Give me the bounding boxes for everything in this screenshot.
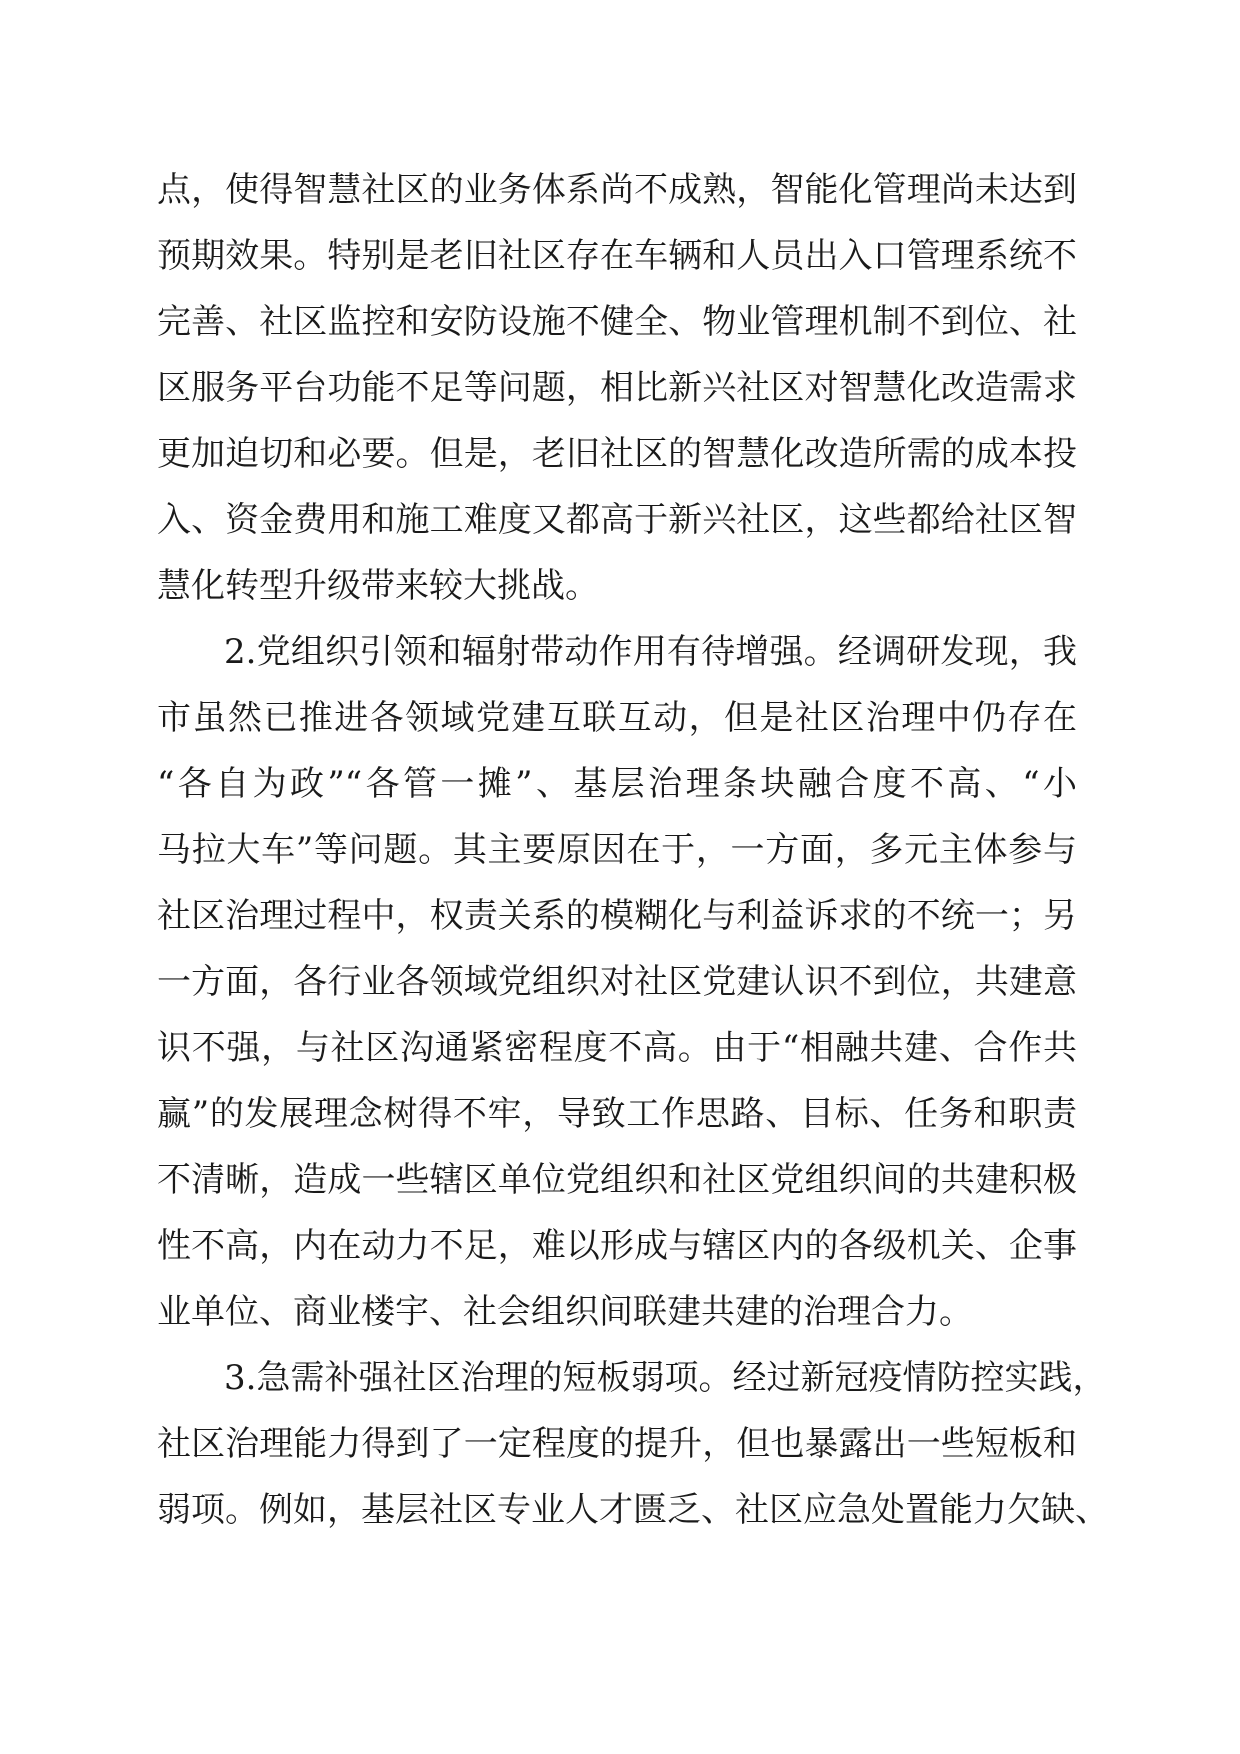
paragraph-3-heading-line: 3.急需补强社区治理的短板弱项。经过新冠疫情防控实践， xyxy=(224,1358,1107,1398)
text-line: 马拉大车”等问题。其主要原因在于，一方面，多元主体参与 xyxy=(157,830,1077,870)
text-line: 入、资金费用和施工难度又都高于新兴社区，这些都给社区智 xyxy=(157,500,1077,540)
text-line: 赢”的发展理念树得不牢，导致工作思路、目标、任务和职责 xyxy=(157,1094,1077,1134)
text-line: 区服务平台功能不足等问题，相比新兴社区对智慧化改造需求 xyxy=(157,368,1077,408)
text-line: 识不强，与社区沟通紧密程度不高。由于“相融共建、合作共 xyxy=(157,1028,1077,1068)
text-line: 预期效果。特别是老旧社区存在车辆和人员出入口管理系统不 xyxy=(157,236,1077,276)
text-line: 业单位、商业楼宇、社会组织间联建共建的治理合力。 xyxy=(157,1292,973,1332)
text-line: 不清晰，造成一些辖区单位党组织和社区党组织间的共建积极 xyxy=(157,1160,1077,1200)
text-line: 完善、社区监控和安防设施不健全、物业管理机制不到位、社 xyxy=(157,302,1077,342)
text-line: 慧化转型升级带来较大挑战。 xyxy=(157,566,599,606)
text-line: 弱项。例如，基层社区专业人才匮乏、社区应急处置能力欠缺、 xyxy=(157,1490,1109,1530)
text-line: “各自为政”“各管一摊”、基层治理条块融合度不高、“小 xyxy=(157,764,1077,804)
text-line: 性不高，内在动力不足，难以形成与辖区内的各级机关、企事 xyxy=(157,1226,1077,1266)
text-line: 点，使得智慧社区的业务体系尚不成熟，智能化管理尚未达到 xyxy=(157,170,1077,210)
text-line: 市虽然已推进各领域党建互联互动，但是社区治理中仍存在 xyxy=(157,698,1077,738)
text-line: 一方面，各行业各领域党组织对社区党建认识不到位，共建意 xyxy=(157,962,1077,1002)
paragraph-2-heading-line: 2.党组织引领和辐射带动作用有待增强。经调研发现，我 xyxy=(224,632,1077,672)
text-line: 社区治理过程中，权责关系的模糊化与利益诉求的不统一；另 xyxy=(157,896,1077,936)
text-line: 更加迫切和必要。但是，老旧社区的智慧化改造所需的成本投 xyxy=(157,434,1077,474)
text-line: 社区治理能力得到了一定程度的提升，但也暴露出一些短板和 xyxy=(157,1424,1077,1464)
